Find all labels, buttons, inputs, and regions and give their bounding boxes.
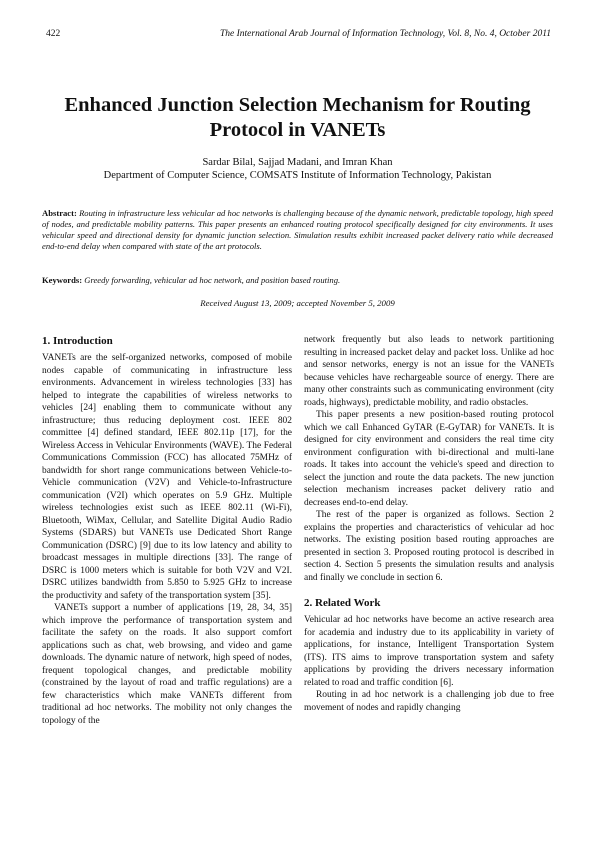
right-column <box>304 334 554 714</box>
intro-paragraph-2: VANETs support a number of applications [19, 28, 34, 35] which improve the performance of transportation system and facilitate the safety on the roads. It also support comfort applications such as chat, web browsing, and video and game downloads. The dynamic nature of network, high speed of nodes, frequent topological changes, and predictable mobility (constrained by the layout of road and traffic regulations) are a few characteristics which make VANETs different from traditional ad hoc networks. The mobility not only changes the topology of the <box>42 603 292 726</box>
journal-citation: The International Arab Journal of Information Technology, Vol. 8, No. 4, October 2011 <box>220 29 551 39</box>
section-heading-introduction: 1. Introduction <box>42 335 113 347</box>
related-paragraph-1: Vehicular ad hoc networks have become an active research area for academia and industry due to its applicability in variety of applications, for instance, Intelligent Transportation System (ITS). ITS aims to improve transportation system and safety applications by providing the drivers necessary information related to road and traffic condition [6]. <box>304 615 554 688</box>
page-number: 422 <box>46 29 61 39</box>
abstract-label: Abstract: <box>42 208 77 218</box>
paper-title: Enhanced Junction Selection Mechanism for Routing Protocol in VANETs <box>64 94 531 141</box>
keywords <box>42 275 553 286</box>
intro-paragraph-3: This paper presents a new position-based routing protocol which we call Enhanced GyTAR (E-GyTAR) for VANETs. It is designed for city environment and considers the real time city environment configuration with bi-directional and multi-lane roads. It takes into account the vehicle's speed and direction to select the junction and route the data packets. The new junction selection mechanism increases packet delivery ratio and decreases end-to-end delay. <box>304 410 554 508</box>
left-column <box>42 334 292 727</box>
received-dates: Received August 13, 2009; accepted November 5, 2009 <box>200 298 395 308</box>
keywords-label: Keywords: <box>42 275 83 285</box>
running-header <box>46 29 551 41</box>
keywords-text: Greedy forwarding, vehicular ad hoc network, and position based routing. <box>84 275 341 285</box>
abstract-text: Routing in infrastructure less vehicular ad hoc networks is challenging because of the dynamic network, predictable topology, high speed of nodes, and predictable mobility patterns. This paper presents an enhanced routing protocol specifically designed for city environments. It uses vehicular speed and directional density for dynamic junction selection. Simulation results exhibit increased packet delivery ratio while decreased end-to-end delay when compared with state of the art protocols. <box>42 208 553 252</box>
abstract <box>42 208 553 252</box>
intro-paragraph-1: VANETs are the self-organized networks, composed of mobile nodes capable of communicating in infrastructure less environments. Advancement in wireless technologies [33] has helped to integrate the capabilities of wireless networks to vehicles [24] enabling them to communicate without any infrastructure; thus reducing deployment cost. IEEE 802 committee [4] defined standard, IEEE 802.11p [17], for the Wireless Access in Vehicular Environments (WAVE). The Federal Communications Commission (FCC) has allocated 75MHz of bandwidth for short range communications between Vehicle-to-Vehicle communication (V2V) and Vehicle-to-Infrastructure communication (V2I) which operates on 5.9 GHz. Multiple wireless technologies exist such as IEEE 802.11 (Wi-Fi), Bluetooth, WiMax, Cellular, and Satellite Digital Audio Radio Systems (SDARS) but VANETs use Dedicated Short Range Communication (DSRC) [9] due to its low latency and ability to broadcast messages in multiple directions [33]. The range of DSRC is 1000 meters which is suitable for both V2V and V2I. DSRC utilizes bandwidth from 5.850 to 5.925 GHz to increase the productivity and safety of the transportation system [35]. <box>42 353 292 601</box>
author-affiliation: Department of Computer Science, COMSATS Institute of Information Technology, Pakistan <box>103 170 492 181</box>
section-heading-related-work: 2. Related Work <box>304 597 381 609</box>
intro-paragraph-4: The rest of the paper is organized as follows. Section 2 explains the properties and characteristics of vehicular ad hoc networks. The existing position based routing approaches are presented in section 3. Proposed routing protocol is described in section 4. Section 5 presents the simulation results and analysis and finally we conclude in section 6. <box>304 510 554 583</box>
related-paragraph-2: Routing in ad hoc network is a challenging job due to free movement of nodes and rapidly changing <box>304 690 554 713</box>
intro-paragraph-2-continued: network frequently but also leads to network partitioning resulting in increased packet delay and packet loss. Unlike ad hoc and sensor networks, energy is not an issue for the VANETs because vehicles have rechargeable source of energy. There are many other constraints such as communicating environment (city roads, highways), predictable mobility, and radio obstacles. <box>304 335 554 408</box>
author-list: Sardar Bilal, Sajjad Madani, and Imran Khan <box>202 157 393 168</box>
